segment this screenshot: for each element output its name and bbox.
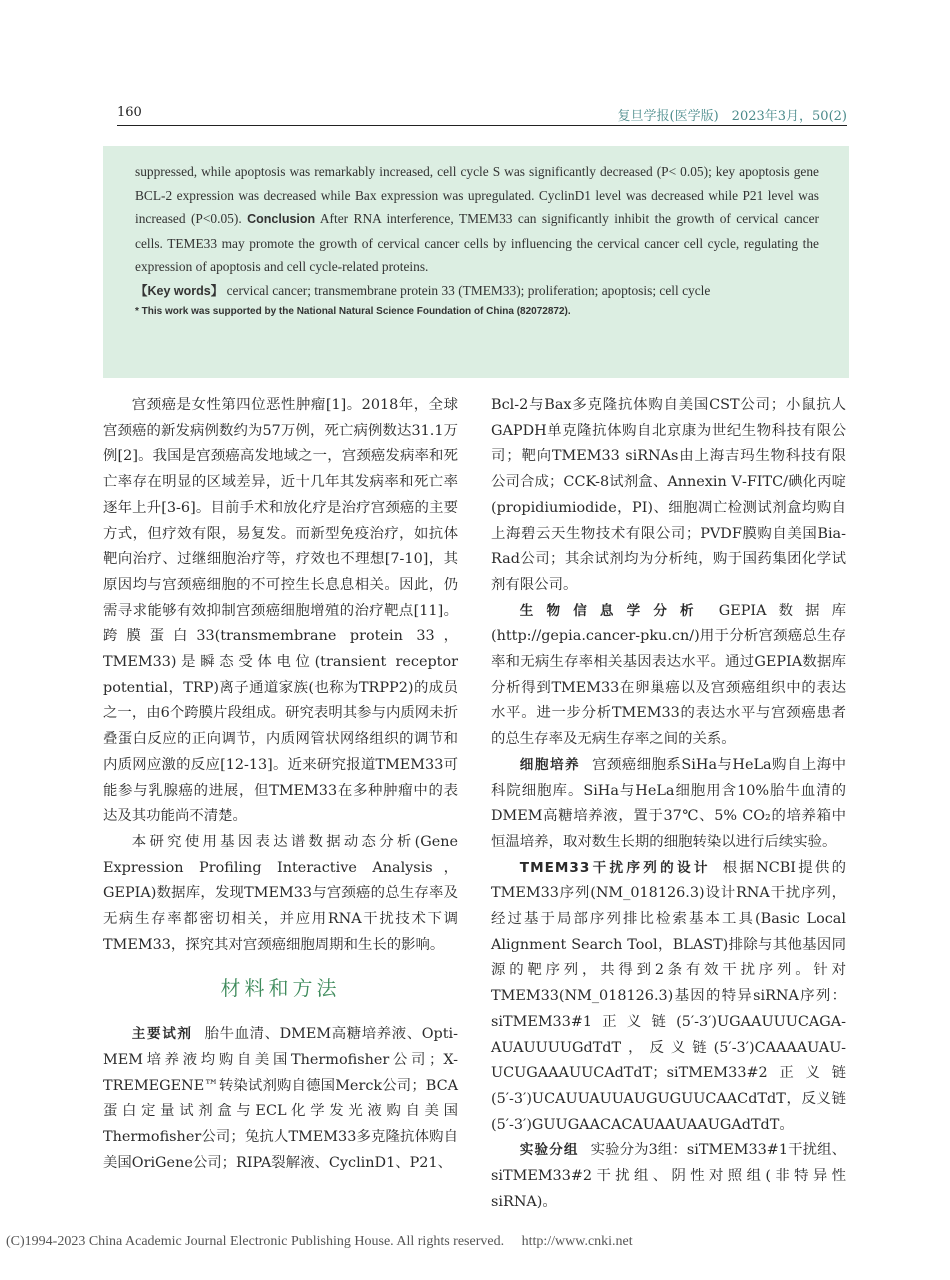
left-column [103,393,458,1176]
conclusion-text: After RNA interference, TMEM33 can significantly inhibit the growth of cervical cancer cells. TEME33 may promote the growth of cervical cancer cells by influencing the cervical cancer cell cycle, regulating the expression of apoptosis and cell cycle-related proteins. [135,211,819,274]
right-column [491,393,846,1216]
abstract-paragraph [135,160,819,279]
sirna-label: TMEM33干扰序列的设计 [519,859,711,876]
copyright-text: (C)1994-2023 China Academic Journal Electronic Publishing House. All rights reserved. [6,1234,505,1249]
keywords [135,279,819,304]
journal-title: 复旦学报(医学版) 2023年3月，50(2) [617,109,847,124]
grouping-text: 实验分为3组：siTMEM33#1干扰组、siTMEM33#2干扰组、阴性对照组(非特异性siRNA)。 [491,1142,846,1210]
culture-paragraph [491,753,846,856]
bioinformatics-text: GEPIA数据库(http://gepia.cancer-pku.cn/)用于分析宫颈癌总生存率和无病生存率相关基因表达水平。通过GEPIA数据库分析得到TMEM33在卵巢癌以及宫颈癌组织中的表达水平。进一步分析TMEM33的表达水平与宫颈癌患者的总生存率及无病生存率之间的关系。 [491,602,846,748]
funding-note: * This work was supported by the National Natural Science Foundation of China (82072872). [135,306,571,317]
section-title: 材料和方法 [220,976,341,1001]
conclusion-label: Conclusion [247,212,316,226]
intro-paragraph-1: 宫颈癌是女性第四位恶性肿瘤[1]。2018年，全球宫颈癌的新发病例数约为57万例，死亡病例数达31.1万例[2]。我国是宫颈癌高发地域之一，宫颈癌发病率和死亡率存在明显的区域差异，近十几年其发病率和死亡率逐年上升[3-6]。目前手术和放化疗是治疗宫颈癌的主要方式，但疗效有限，易复发。而新型免疫治疗，如抗体靶向治疗、过继细胞治疗等，疗效也不理想[7-10]，其原因均与宫颈癌细胞的不可控生长息息相关。因此，仍需寻求能够有效抑制宫颈癌细胞增殖的治疗靶点[11]。跨膜蛋白33(transmembrane protein 33，TMEM33)是瞬态受体电位(transient receptor potential，TRP)离子通道家族(也称为TRPP2)的成员之一，由6个跨膜片段组成。研究表明其参与内质网未折叠蛋白反应的正向调节，内质网管状网络组织的调节和内质网应激的反应[12-13]。近来研究报道TMEM33可能参与乳腺癌的进展，但TMEM33在多种肿瘤中的表达及其功能尚不清楚。 [103,397,458,825]
grouping-paragraph [491,1138,846,1215]
reagents-continued: Bcl-2与Bax多克隆抗体购自美国CST公司；小鼠抗人GAPDH单克隆抗体购自北京康为世纪生物科技有限公司；靶向TMEM33 siRNAs由上海吉玛生物科技有限公司合成；CCK-8试剂盒、Annexin Ⅴ-FITC/碘化丙啶(propidiumiodide，PI)、细胞凋亡检测试剂盒均购自上海碧云天生物技术有限公司；PVDF膜购自美国Bia-Rad公司；其余试剂均为分析纯，购于国药集团化学试剂有限公司。 [491,397,846,593]
reagents-paragraph [103,1022,458,1176]
keywords-text: cervical cancer; transmembrane protein 33 (TMEM33); proliferation; apoptosis; cell cycle [226,282,711,298]
reagents-label: 主要试剂 [131,1026,193,1043]
keywords-label: 【Key words】 [135,283,224,298]
bioinformatics-paragraph [491,599,846,753]
footer-url: http://www.cnki.net [521,1234,633,1249]
page-number: 160 [117,105,142,120]
grouping-label: 实验分组 [519,1142,579,1159]
abstract-results: suppressed, while apoptosis was remarkably increased, cell cycle S was significantly decreased (P< 0.05); key apoptosis gene BCL-2 expression was decreased while Bax expression was upregulated. CyclinD1 level was decreased while P21 level was increased (P<0.05). [135,164,819,226]
sirna-paragraph [491,856,846,1139]
culture-label: 细胞培养 [519,756,581,773]
culture-text: 宫颈癌细胞系SiHa与HeLa购自上海中科院细胞库。SiHa与HeLa细胞用含10%胎牛血清的DMEM高糖培养液，置于37℃、5% CO₂的培养箱中恒温培养，取对数生长期的细胞转染以进行后续实验。 [491,756,847,850]
reagents-text: 胎牛血清、DMEM高糖培养液、Opti-MEM培养液均购自美国Thermofisher公司；X-TREMEGENE™转染试剂购自德国Merck公司；BCA蛋白定量试剂盒与ECL化学发光液购自美国Thermofisher公司；兔抗人TMEM33多克隆抗体购自美国OriGene公司；RIPA裂解液、CyclinD1、P21、 [103,1026,458,1171]
page-footer [6,1234,633,1250]
sirna-text: 根据NCBI提供的TMEM33序列(NM_018126.3)设计RNA干扰序列，经过基于局部序列排比检索基本工具(Basic Local Alignment Search Tool，BLAST)排除与其他基因同源的靶序列，共得到2条有效干扰序列。针对TMEM33(NM_018126.3)基因的特异siRNA序列：siTMEM33#1正义链(5′-3′)UGAAUUUCAGA-AUAUUUUGdTdT，反义链(5′-3′)CAAAAUAU-UCUGAAAUUCAdTdT；siTMEM33#2正义链(5′-3′)UCAUUAUUAUGUGUUCAACdTdT，反义链(5′-3′)GUUGAACACAUAAUAAUGAdTdT。 [491,859,846,1133]
abstract-box [103,146,849,378]
page-header [117,101,847,126]
intro-paragraph-2: 本研究使用基因表达谱数据动态分析(Gene Expression Profiling Interactive Analysis，GEPIA)数据库，发现TMEM33与宫颈癌的总生存率及无病生存率都密切相关，并应用RNA干扰技术下调TMEM33，探究其对宫颈癌细胞周期和生长的影响。 [103,833,458,953]
bioinformatics-label: 生物信息学分析 [519,602,707,619]
